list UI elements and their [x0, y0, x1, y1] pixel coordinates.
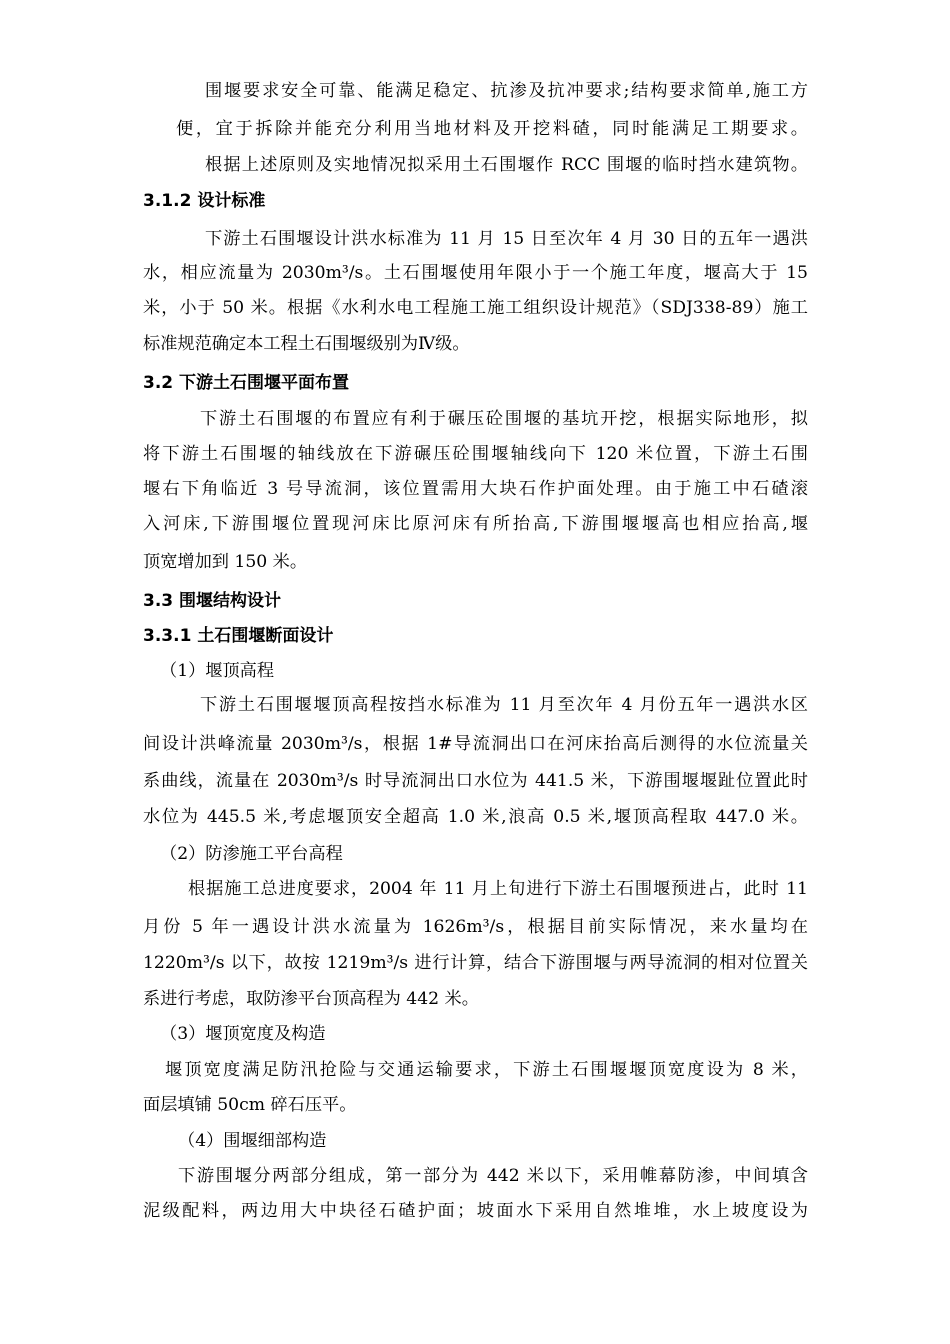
paragraph-line: 便，宜于拆除并能充分利用当地材料及开挖料碴，同时能满足工期要求。 — [176, 119, 808, 139]
paragraph-line: 将下游土石围堰的轴线放在下游碾压砼围堰轴线向下 120 米位置，下游土石围 — [143, 444, 808, 464]
paragraph-line: 月份 5 年一遇设计洪水流量为 1626m³/s，根据目前实际情况，来水量均在 — [143, 917, 808, 937]
paragraph-line: 间设计洪峰流量 2030m³/s，根据 1#导流洞出口在河床抬高后测得的水位流量关 — [143, 734, 808, 754]
paragraph-line: 系曲线，流量在 2030m³/s 时导流洞出口水位为 441.5 米，下游围堰堰趾位置此时 — [143, 771, 808, 791]
paragraph-line: 堰右下角临近 3 号导流洞，该位置需用大块石作护面处理。由于施工中石碴滚 — [143, 479, 808, 499]
paragraph-line: 水，相应流量为 2030m³/s。土石围堰使用年限小于一个施工年度，堰高大于 15 — [143, 263, 808, 283]
section-heading: 3.1.2 设计标准 — [143, 191, 266, 211]
paragraph-line: 水位为 445.5 米,考虑堰顶安全超高 1.0 米,浪高 0.5 米,堰顶高程取 447.0 米。 — [143, 807, 808, 827]
paragraph-line: 根据上述原则及实地情况拟采用土石围堰作 RCC 围堰的临时挡水建筑物。 — [205, 155, 808, 175]
paragraph-line: 根据施工总进度要求，2004 年 11 月上旬进行下游土石围堰预进占，此时 11 — [188, 879, 808, 899]
paragraph-line: 下游土石围堰的布置应有利于碾压砼围堰的基坑开挖，根据实际地形，拟 — [200, 409, 808, 429]
paragraph-line: 面层填铺 50cm 碎石压平。 — [143, 1095, 357, 1115]
paragraph-line: 入河床,下游围堰位置现河床比原河床有所抬高,下游围堰堰高也相应抬高,堰 — [143, 514, 808, 534]
paragraph-line: 下游土石围堰设计洪水标准为 11 月 15 日至次年 4 月 30 日的五年一遇洪 — [205, 229, 808, 249]
item-title: （4）围堰细部构造 — [178, 1131, 327, 1151]
paragraph-line: 围堰要求安全可靠、能满足稳定、抗渗及抗冲要求;结构要求简单,施工方 — [205, 81, 808, 101]
item-title: （3）堰顶宽度及构造 — [160, 1024, 326, 1044]
paragraph-line: 顶宽增加到 150 米。 — [143, 552, 308, 572]
paragraph-line: 标准规范确定本工程土石围堰级别为Ⅳ级。 — [143, 334, 470, 354]
paragraph-line: 堰顶宽度满足防汛抢险与交通运输要求，下游土石围堰堰顶宽度设为 8 米， — [165, 1060, 808, 1080]
paragraph-line: 系进行考虑，取防渗平台顶高程为 442 米。 — [143, 989, 479, 1009]
subsection-heading: 3.3.1 土石围堰断面设计 — [143, 626, 334, 646]
paragraph-line: 米，小于 50 米。根据《水利水电工程施工施工组织设计规范》（SDJ338-89）施工 — [143, 298, 808, 318]
paragraph-line: 1220m³/s 以下，故按 1219m³/s 进行计算，结合下游围堰与两导流洞的相对位置关 — [143, 953, 808, 973]
paragraph-line: 下游围堰分两部分组成，第一部分为 442 米以下，采用帷幕防渗，中间填含 — [178, 1166, 808, 1186]
paragraph-line: 下游土石围堰堰顶高程按挡水标准为 11 月至次年 4 月份五年一遇洪水区 — [200, 695, 808, 715]
section-heading: 3.3 围堰结构设计 — [143, 591, 282, 611]
item-title: （1）堰顶高程 — [160, 661, 275, 681]
paragraph-line: 泥级配料，两边用大中块径石碴护面；坡面水下采用自然堆堆，水上坡度设为 — [143, 1201, 808, 1221]
item-title: （2）防渗施工平台高程 — [160, 844, 343, 864]
section-heading: 3.2 下游土石围堰平面布置 — [143, 373, 350, 393]
